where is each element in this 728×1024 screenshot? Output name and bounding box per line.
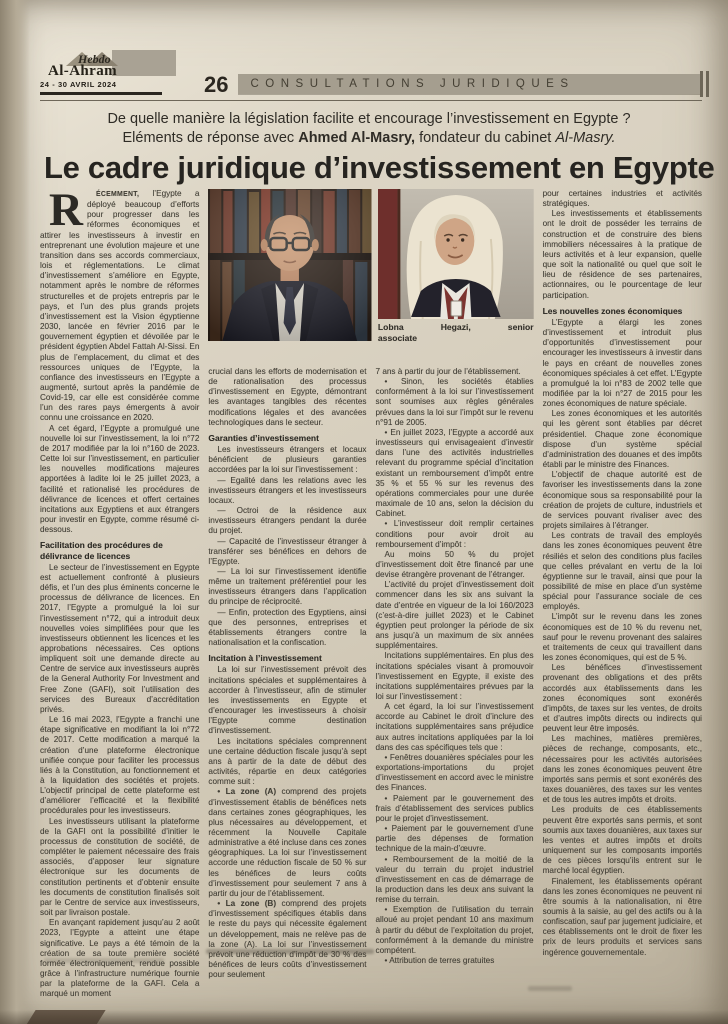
article-subhead: Facilitation des procédures de délivrance de licences <box>40 540 163 561</box>
standfirst-line1: De quelle manière la législation facilite et encourage l’investissement en Egypte ? <box>107 111 631 127</box>
article-paragraph: Les zones économiques et les autorités qui les gèrent sont établies par décret présidentiel. Chaque zone économique dispose d’un système spécial d’administration des douanes et des impôts établi par le ministre des Finances. <box>542 409 702 470</box>
photo-ahmed-al-masry <box>208 189 371 363</box>
article-paragraph: Le secteur de l’investissement en Egypte est actuellement confronté à plusieurs défis, et l’un des plus éminents concerne le processus de délivrance de licences. En 2017, l’Egypte a promulgué la loi sur l’investissement n°72, qui a introduit deux nouvelles voies simplifiées pour que les investisseurs obtiennent les licences et les approbations nécessaires. Ces options impliquent soit une demande directe au Centre de service aux investisseurs auprès de la General Authority For Investment and Free Zone (GAFI), soit l’utilisation des services des Bureaux d’accréditation privés. <box>40 562 200 714</box>
article-paragraph: L’impôt sur le revenu dans les zones économiques est de 10 % du revenu net, sauf pour le revenu provenant des salaires et traitements de ceux qui travaillent dans les zones économiques, qui est de 5 %. <box>542 612 702 663</box>
article-paragraph: R ÉCEMMENT, l’Egypte a déployé beaucoup d’efforts pour progresser dans les réformes économiques et attirer les investisseurs à investir en entreprenant une évolution majeure et une transition dans ses accords commerciaux, lois et réglementations. Le climat d’investissement s’améliore en Egypte, notamment après le nombre de réformes structurelles et de projets entrepris par le pays, et l’un des plus grands projets d’investissement est la Vision égyptienne 2030, lancée en février 2016 par le gouvernement égyptien et dévoilée par le président égyptien Abdel Fattah Al-Sissi. En plus de l’emplacement, du climat et des ressources uniques de l’Egypte, la confiance des investisseurs en l’Egypte a augmenté, surtout après la pandémie de Covid-19, car elle est considérée comme l’un des rares pays émergents à avoir connu une croissance en 2020. <box>40 189 200 423</box>
article-paragraph: 7 ans à partir du jour de l’établissement. <box>375 367 521 376</box>
article-paragraph: Les investisseurs utilisant la plateforme de la GAFI ont la possibilité d’initier le processus de constitution de société, de compléter le paiement nécessaire des frais associés, d’apposer leur signature électronique sur les documents de constitution pertinents et d’obtenir ensuite les documents de constitution finalisés soit par le Centre de service aux investisseurs, soit par livraison postale. <box>40 816 200 918</box>
article-paragraph: — Octroi de la résidence aux investisseurs étrangers pendant la durée du projet. <box>208 506 367 536</box>
lead-smallcaps: ÉCEMMENT, <box>95 191 140 198</box>
article-subhead: Incitation à l’investissement <box>208 653 322 664</box>
article-paragraph: Incitations supplémentaires. En plus des incitations spéciales visant à promouvoir l’investissement en Egypte, il existe des incitations supplémentaires prévues par la loi sur l’investissement : <box>375 651 534 701</box>
article-paragraph: • Remboursement de la moitié de la valeur du terrain du projet industriel d’investissement en cas de démarrage de la production dans les deux ans suivant la remise du terrain. <box>375 854 534 905</box>
article-paragraph: pour certaines industries et activités stratégiques. <box>542 189 702 209</box>
drop-cap: R <box>49 189 83 236</box>
article-paragraph: — Capacité de l’investisseur étranger à transférer ses bénéfices en dehors de l’Egypte. <box>208 536 367 566</box>
article-column-3 <box>376 367 534 1003</box>
article-middle-wrap <box>208 189 533 1003</box>
article-paragraph: Les investissements et établissements ont le droit de posséder les terrains de construction et de construire des biens immobiliers nécessaires à la pratique de leurs activités et à leur expansion, quelle que soit la nationalité ou quel que soit le lieu de résidence de ses partenaires, actionnaires, ou le pourcentage de leur participation. <box>542 209 702 300</box>
article-paragraph: A cet égard, la loi sur l’investissement accorde au Cabinet le droit d’inclure des incitations supplémentaires sans préjudice aux autres incitations appliquées par la loi dans des cas spécifiques tels que : <box>375 702 534 752</box>
article-paragraph: • Fenêtres douanières spéciales pour les exportations-importations du projet d’investissement en accord avec le ministre des Finances. <box>375 752 534 793</box>
article-paragraph: La loi sur l’investissement prévoit des incitations spéciales et supplémentaires à accorder à l’investisseur, afin de stimuler les investissements en Egypte et d’encourager les investisseurs à choisir l’Egypte comme destination d’investissement. <box>208 665 367 736</box>
band-end-bars-icon <box>697 71 712 97</box>
article-paragraph: L’Egypte a élargi les zones d’investissement et introduit plus d’opportunités d’investissement pour encourager les investisseurs à investir dans le pays en créant de nouvelles zones économiques spéciales à cet effet. L’Egypte a promulgué la loi n°83 de 2002 telle que modifiée par la loi n°27 de 2015 pour les zones économiques de nature spéciale. <box>542 317 702 409</box>
print-smudge <box>44 958 164 963</box>
article-paragraph: • Attribution de terres gratuites <box>384 956 495 966</box>
photo-caption: Lobna Hegazi, senior associate <box>377 322 534 343</box>
standfirst-prefix: Eléments de réponse avec <box>122 129 299 146</box>
article-paragraph: • En juillet 2023, l’Egypte a accordé aux investisseurs qui envisageaient d’investir dans l’une des activités industrielles relevant du programme spécial d’incitation existant un remboursement d’impôt entre 35 % et 55 % sur les revenus des opérations commerciales pour une durée maximale de 10 ans, selon la décision du Cabinet. <box>375 427 534 519</box>
masthead-logo <box>40 54 162 95</box>
article-paragraph: A cet égard, l’Egypte a promulgué une nouvelle loi sur l’investissement, la loi n°72 de 2017 modifiée par la loi n°160 de 2023. Cette loi sur l’investissement, en particulier les nouvelles modifications majeures apportées à ladite loi le 25 juillet 2023, a facilité et rationalisé les procédures de délivrance de licences et offert certaines incitations aux Egyptiens et aux étrangers pour investir en Egypte, comme résumé ci-dessous. <box>40 423 200 535</box>
article-paragraph: Les contrats de travail des employés dans les zones économiques peuvent être résiliés et selon des conditions plus faciles que celles prévalant en vertu de la loi égyptienne sur le travail, ainsi que pour la possibilité de mise en place d’un système spécial pour l’assurance sociale de ces employés. <box>542 531 702 612</box>
article-paragraph: Les machines, matières premières, pièces de rechange, composants, etc., nécessaires pour les activités autorisées dans les zones économiques peuvent être importés sans permis et sont exonérés des taxes douanières, des taxes sur les ventes et de tous les autres impôts et droits. <box>542 734 702 805</box>
portrait-woman-illustration <box>378 189 534 319</box>
photo-lobna-hegazi <box>378 189 534 363</box>
article-paragraph: L’objectif de chaque autorité est de favoriser les investissements dans la zone économique sous sa responsabilité pour la création de projets de culture, industriels et de services pouvant rivaliser avec des projets similaires à l’étranger. <box>542 470 702 531</box>
bottom-shadow <box>0 1010 728 1024</box>
logo-al-ahram: Al-Ahram <box>48 63 118 79</box>
standfirst-line2 <box>40 129 698 148</box>
masthead <box>40 54 702 95</box>
page-edge-shadow <box>0 0 30 1024</box>
article-paragraph: — Egalité dans les relations avec les investisseurs étrangers et les investisseurs locaux. <box>208 475 367 505</box>
masthead-date: 24 - 30 AVRIL 2024 <box>40 80 117 89</box>
article-paragraph: Finalement, les établissements opérant dans les zones économiques ne peuvent ni être soumis à la nationalisation, ni être soumis à la saisie, au gel des actifs ou à la confiscation, sauf par jugement judiciaire, et ces établissements ont le droit de fixer les prix de leurs produits et services sans ingérence gouvernementale. <box>542 876 702 957</box>
article-paragraph: • L’investisseur doit remplir certaines conditions pour avoir droit au remboursement d’impôt : <box>375 519 534 549</box>
article-subhead: Les nouvelles zones économiques <box>542 305 683 316</box>
article-paragraph: Les produits de ces établissements peuvent être exportés sans permis, et sont soumis aux taxes douanières, aux taxes sur les ventes et autres impôts et droits uniquement sur les composants importés de ces pièces lorsqu’ils entrent sur le marché local égyptien. <box>542 805 702 876</box>
article-paragraph: • Paiement par le gouvernement des frais d’établissement des services publics pour le projet d’investissement. <box>375 793 534 823</box>
article-headline: Le cadre juridique d’investissement en Egypte <box>44 150 715 185</box>
article-paragraph: • La zone (A) comprend des projets d’investissement établis de bénéfices nets dans certaines zones géographiques, les plus nécessaires au développement, et récemment la Nouvelle Capitale administrative a été incluse dans ces zones géographiques. La loi sur l’investissement accorde une réduction fiscale de 50 % sur les bénéfices de leurs coûts d’investissement pour seulement 7 ans à partir du jour de l’établissement. <box>208 787 367 898</box>
section-title: CONSULTATIONS JURIDIQUES <box>250 78 575 90</box>
article-paragraph: Les bénéfices d’investissement provenant des obligations et des prêts accordés aux établissements dans les zones économiques sont exonérés d’impôts, de taxes sur les ventes, de droits et d’autres impôts directs ou indirects qui peuvent leur être imposés. <box>542 663 702 734</box>
article-column-2 <box>208 367 366 1003</box>
portrait-man-illustration <box>208 189 371 341</box>
article-paragraph: • Paiement par le gouvernement d’une partie des dépenses de formation technique de la main-d’œuvre. <box>375 824 534 854</box>
article-paragraph: — Enfin, protection des Egyptiens, ainsi que des personnes, entreprises et établissements étrangers contre la nationalisation et la confiscation. <box>208 607 367 648</box>
article-paragraph: Les incitations spéciales comprennent une certaine déduction fiscale jusqu’à sept ans à partir de la date de début des activités, répartie en deux catégories comme suit : <box>208 736 367 787</box>
article-paragraph: Les investisseurs étrangers et locaux bénéficient de plusieurs garanties accordées par la loi sur l’investissement : <box>208 445 367 475</box>
article-paragraph: • La zone (B) comprend des projets d’investissement spécifiques établis dans le reste du pays qui nécessite également un développement, mais ne relève pas de la zone (A). La loi sur l’investissement prévoit une réduction d’impôt de 30 % des bénéfices de leurs coûts d’investissement pour seulement <box>208 899 367 980</box>
section-title-band <box>238 74 702 94</box>
print-smudge <box>528 986 572 991</box>
bullet-lead-bold: • La zone (A) <box>217 787 277 797</box>
middle-columns <box>208 367 533 1003</box>
article-body <box>40 189 702 1003</box>
article-paragraph: Au moins 50 % du projet d’investissement doit être financé par une devise étrangère provenant de l’étranger. <box>375 549 534 580</box>
article-paragraph: — La loi sur l’investissement identifie même un traitement préférentiel pour les investisseurs étrangers dans l’application du principe de réciprocité. <box>208 567 367 607</box>
article-paragraph: En avançant rapidement jusqu’au 2 août 2023, l’Egypte a atteint une étape significative. Le pays a été témoin de la création de sa toute première société formée électroniquement, rendue possible grâce à l’infrastructure numérique fournie par la plateforme de la GAFI. Cela a marqué un moment <box>40 918 200 999</box>
article-paragraph: Le 16 mai 2023, l’Egypte a franchi une étape significative en modifiant la loi n°72 de 2017. Cette modification a marqué la création d’une plateforme électronique unifiée conçue pour faciliter les processus liés à la Constitution, au fonctionnement et à la liquidation des sociétés et projets. L’objectif principal de cette plateforme est d’améliorer l’efficacité et la flexibilité procédurales pour les investisseurs. <box>40 715 200 816</box>
standfirst-mid: fondateur du cabinet <box>415 129 556 146</box>
cabinet-name: Al-Masry. <box>555 129 616 146</box>
article-paragraph: • Sinon, les sociétés établies conformément à la loi sur l’investissement sont soumises aux règles générales prévues dans la loi sur l’impôt sur le revenu n°91 de 2005. <box>375 377 534 427</box>
header-rule <box>40 100 702 101</box>
expert-name: Ahmed Al-Masry, <box>298 129 416 146</box>
article-paragraph: L’activité du projet d’investissement doit commencer dans les six ans suivant la date d’entrée en vigueur de la loi 160/2023 (c’est-à-dire juillet 2023) et le Cabinet égyptien peut prolonger la période de six ans jusqu’à un maximum de six années supplémentaires. <box>375 580 534 651</box>
logo-hebdo: Hebdo <box>78 52 111 66</box>
article-column-4 <box>543 189 702 1003</box>
article-subhead: Garanties d’investissement <box>208 432 319 443</box>
print-smudge <box>206 949 374 954</box>
bullet-lead-bold: • La zone (B) <box>217 899 277 909</box>
article-column-1 <box>40 189 199 1003</box>
page-number: 26 <box>204 72 229 97</box>
photo-block <box>208 189 533 363</box>
standfirst <box>40 110 698 147</box>
article-paragraph: • Exemption de l’utilisation du terrain alloué au projet pendant 10 ans maximum à partir du début de l’exploitation du projet, conformément à la demande du ministre compétent. <box>375 905 534 955</box>
article-paragraph: crucial dans les efforts de modernisation et de rationalisation des processus d’investissement en Egypte, démontrant les avantages tangibles des récentes modifications légales et des avancées technologiques dans le secteur. <box>208 367 367 427</box>
